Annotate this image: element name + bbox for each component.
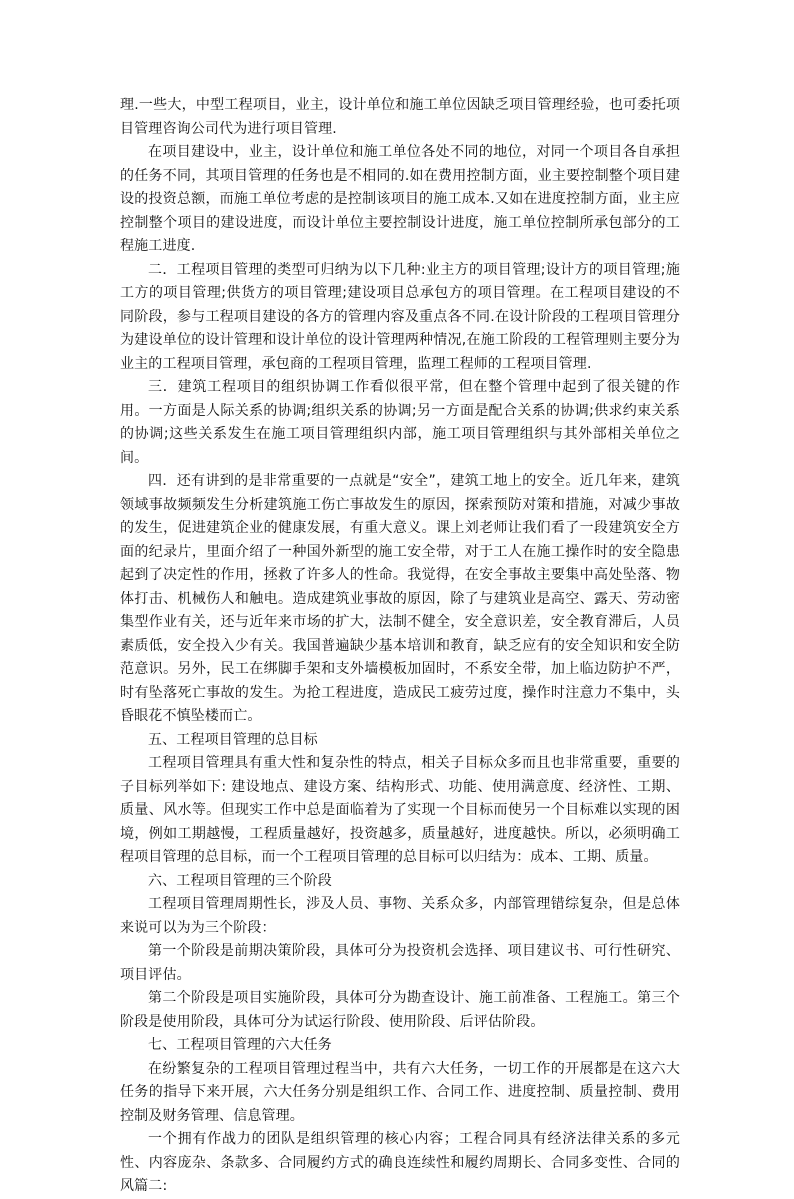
paragraph: 第一个阶段是前期决策阶段，具体可分为投资机会选择、项目建议书、可行性研究、项目评估。 <box>120 943 680 983</box>
section-heading: 七、工程项目管理的六大任务 <box>148 1037 332 1053</box>
paragraph: 四．还有讲到的是非常重要的一点就是“安全”，建筑工地上的安全。近几年来，建筑领域事故频频发生分析建筑施工伤亡事故发生的原因，探索预防对策和措施，对减少事故的发生，促进建筑企业的健康发展，有重大意义。课上刘老师让我们看了一段建筑安全方面的纪录片，里面介绍了一种国外新型的施工安全带，对于工人在施工操作时的安全隐患起到了决定性的作用，拯救了许多人的性命。我觉得，在安全事故主要集中高处坠落、物体打击、机械伤人和触电。造成建筑业事故的原因，除了与建筑业是高空、露天、劳动密集型作业有关，还与近年来市场的扩大，法制不健全，安全意识差，安全教育滞后，人员素质低，安全投入少有关。我国普遍缺少基本培训和教育，缺乏应有的安全知识和安全防范意识。另外，民工在绑脚手架和支外墙模板加固时，不系安全带，加上临边防护不严，时有坠落死亡事故的发生。为抢工程进度，造成民工疲劳过度，操作时注意力不集中，头昏眼花不慎坠楼而亡。 <box>120 473 680 724</box>
section-heading: 五、工程项目管理的总目标 <box>148 731 318 748</box>
paragraph: 工程项目管理周期性长，涉及人员、事物、关系众多，内部管理错综复杂，但是总体来说可以为为三个阶段： <box>120 896 680 936</box>
paragraph: 二．工程项目管理的类型可归纳为以下几种:业主方的项目管理;设计方的项目管理;施工方的项目管理;供货方的项目管理;建设项目总承包方的项目管理。在工程项目建设的不同阶段，参与工程项目建设的各方的管理内容及重点各不同.在设计阶段的工程项目管理分为建设单位的设计管理和设计单位的设计管理两种情况,在施工阶段的工程管理则主要分为业主的工程项目管理，承包商的工程项目管理，监理工程师的工程项目管理. <box>120 261 680 372</box>
paragraph: 工程项目管理具有重大性和复杂性的特点，相关子目标众多而且也非常重要，重要的子目标列举如下: 建设地点、建设方案、结构形式、功能、使用满意度、经济性、工期、质量、风水等。但现实工作中总是面临着为了实现一个目标而使另一个目标难以实现的困境，例如工期越慢，工程质量越好，投资越多，质量越好，进度越快。所以，必须明确工程项目管理的总目标，而一个工程项目管理的总目标可以归结为：成本、工期、质量。 <box>120 755 680 865</box>
section-heading: 六、工程项目管理的三个阶段 <box>148 872 332 889</box>
paragraph: 三．建筑工程项目的组织协调工作看似很平常，但在整个管理中起到了很关键的作用。一方面是人际关系的协调;组织关系的协调;另一方面是配合关系的协调;供求约束关系的协调;这些关系发生在施工项目管理组织内部，施工项目管理组织与其外部相关单位之间。 <box>120 379 680 466</box>
paragraph: 理.一些大，中型工程项目，业主，设计单位和施工单位因缺乏项目管理经验，也可委托项目管理咨询公司代为进行项目管理. <box>120 97 680 137</box>
document-body <box>120 94 680 1199</box>
paragraph: 在纷繁复杂的工程项目管理过程当中，共有六大任务，一切工作的开展都是在这六大任务的指导下来开展，六大任务分别是组织工作、合同工作、进度控制、质量控制、费用控制及财务管理、信息管理。 <box>120 1060 680 1124</box>
paragraph: 在项目建设中，业主，设计单位和施工单位各处不同的地位，对同一个项目各自承担的任务不同，其项目管理的任务也是不相同的.如在费用控制方面，业主要控制整个项目建设的投资总额，而施工单位考虑的是控制该项目的施工成本.又如在进度控制方面，业主应控制整个项目的建设进度，而设计单位主要控制设计进度，施工单位控制所承包部分的工程施工进度. <box>120 144 680 254</box>
paragraph: 第二个阶段是项目实施阶段，具体可分为勘查设计、施工前准备、工程施工。第三个阶段是使用阶段，具体可分为试运行阶段、使用阶段、后评估阶段。 <box>120 990 680 1030</box>
paragraph: 一个拥有作战力的团队是组织管理的核心内容；工程合同具有经济法律关系的多元性、内容庞杂、条款多、合同履约方式的确良连续性和履约周期长、合同多变性、合同的风篇二: <box>120 1131 680 1194</box>
